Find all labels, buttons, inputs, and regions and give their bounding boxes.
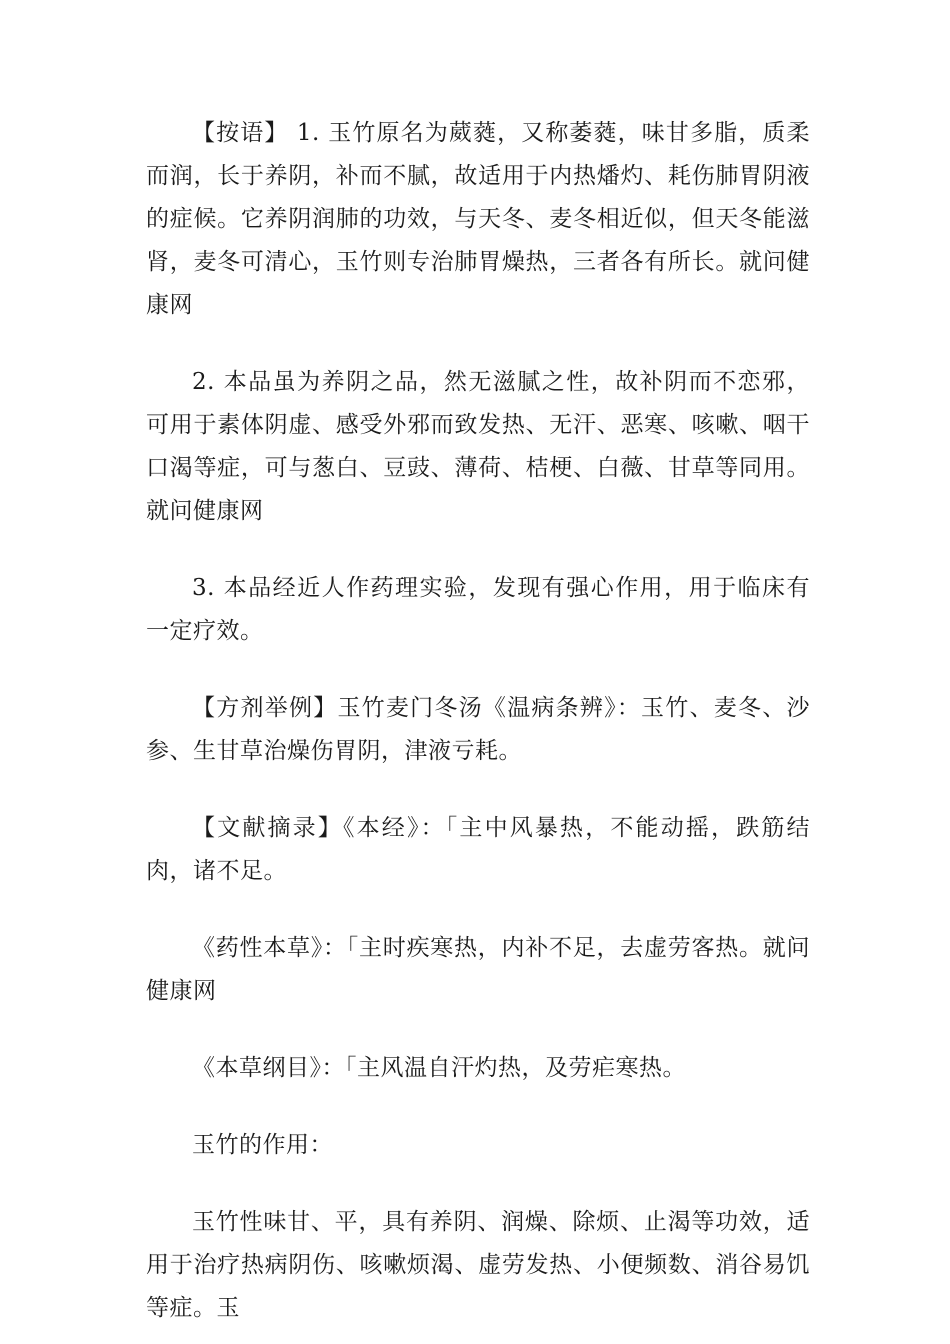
paragraph-literature-benjing: 【文献摘录】《本经》：「主中风暴热，不能动摇，跌筋结肉，诸不足。	[146, 815, 810, 884]
paragraph-effects-body: 玉竹性味甘、平，具有养阴、润燥、除烦、止渴等功效，适用于治疗热病阴伤、咳嗽烦渴、虚劳发热、小便频数、消谷易饥等症。玉	[146, 1209, 810, 1321]
paragraph-note-1: 【按语】 1. 玉竹原名为葳蕤，又称萎蕤，味甘多脂，质柔而润，长于养阴，补而不腻，故适用于内热燔灼、耗伤肺胃阴液的症候。它养阴润肺的功效，与天冬、麦冬相近似，但天冬能滋肾，麦冬可清心，玉竹则专治肺胃燥热，三者各有所长。就问健康网	[146, 120, 810, 318]
paragraph-prescription-example: 【方剂举例】玉竹麦门冬汤《温病条辨》：玉竹、麦冬、沙参、生甘草治燥伤胃阴，津液亏耗。	[146, 695, 810, 764]
paragraph-note-2: 2. 本品虽为养阴之品，然无滋腻之性，故补阴而不恋邪，可用于素体阴虚、感受外邪而致发热、无汗、恶寒、咳嗽、咽干口渴等症，可与葱白、豆豉、薄荷、桔梗、白薇、甘草等同用。就问健康网	[146, 369, 810, 524]
document-body	[146, 112, 810, 1330]
paragraph-effects-heading: 玉竹的作用：	[192, 1132, 333, 1158]
paragraph-literature-gangmu: 《本草纲目》：「主风温自汗灼热，及劳疟寒热。	[192, 1055, 686, 1081]
paragraph-note-3: 3. 本品经近人作药理实验，发现有强心作用，用于临床有一定疗效。	[146, 575, 810, 644]
paragraph-literature-yaoxing: 《药性本草》：「主时疾寒热，内补不足，去虚劳客热。就问健康网	[146, 935, 810, 1004]
